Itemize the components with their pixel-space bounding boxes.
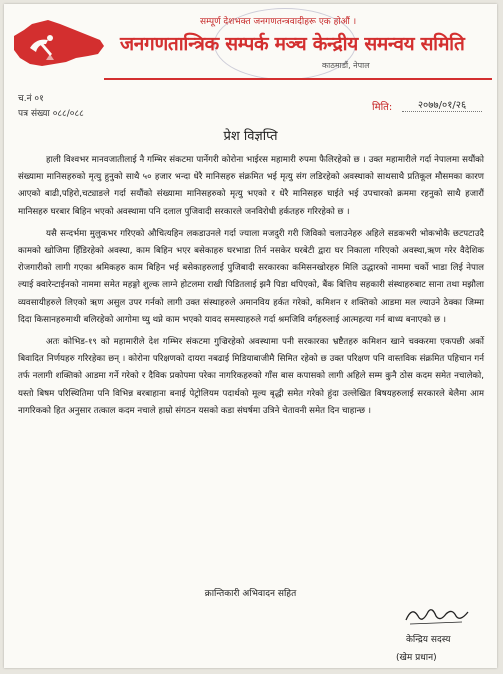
signature-icon — [402, 602, 472, 628]
date-value: २०७७/०१/२६ — [402, 97, 482, 112]
paragraph: यसै सन्दर्भमा मुलुकभर गरिएको औचित्यहिन लकडाउनले गर्दा ज्याला मजदुरी गरी जिविको चलाउनेहरु अहिले सडकभरी भोकभोकै छटपटाउदै कामको खोजिमा हिँडिरहेको अवस्था, काम बिहिन भएर बसेकाहरु घरभाडा तिर्न नसकेर घरबेटी द्वारा घर निकाला गरिएको अवस्था,ऋण गरेर वैदेशिक रोजगारीको लागी गएका श्रमिकहरु काम बिहिन भई बसेकाहरुलाई पुजिबादी सरकारका कमिसनखोरहरु मिलि उद्धारको नाममा चर्को भाडा लिई नेपाल ल्याई क्वारेन्टाईनको नाममा समेत महङ्गो शुल्क लाग्ने होटलमा राखी पिडितलाई झनै पिडा थपिएको, बैंक बित्तिय सहकारी संस्थाहरुबाट साना तथा मझौला व्यवसायीहरुले लिएको ऋण असुल उपर गर्नको लागी उक्त संस्थाहरुले अमानविय हर्कत गरेको, कमिशन र शक्तिको आडमा मल ल्याउने ठेक्का जिम्मा दिदा किसानहरुमाथी बलिरहेको आगोमा घ्यु थप्ने काम भएको यावद समस्याहरुले गर्दा श्रमजिवि वर्गहरुलाई आत्महत्या गर्न बाध्य बनाएको छ । — [18, 228, 484, 325]
reference-number: च.नं ०१ — [18, 94, 44, 104]
organization-address: काठमाडौं, नेपाल — [322, 61, 370, 70]
press-release-page — [4, 4, 497, 668]
paragraph: अतः कोभिड-१९ को महामारीले देश गम्भिर संकटमा गुज्रिरहेको अवस्थामा पनी सरकारका भ्रष्टैतहरु कमिशन खाने चक्करमा एकपछी अर्को बिवादित निर्णयहरु गरिरहेका छन् । कोरोना परिक्षणको दायरा नबढाई मिडियाबाजीमै सिमित रहेको छ उक्त परिक्षण पनि वास्तविक संक्रमित पहिचान गर्न तर्फ नलागी शक्तिको आडमा गर्ने गरेको र दैविक प्रकोपमा परेका नागरिकहरुको गाँस बास कपासको लागी अहिले सम्म कुनै ठोस कदम समेत नचालेको, यस्तो बिषम परिस्थितिमा पनि विभिन्न बरबाहाना बनाई पेट्रोलियम पदार्थको मूल्य बृद्धी समेत गरेको हुंदा उल्लेखित बिषयहरुलाई सरकारले बेलैमा आम नागरिकको हित अनुसार तत्काल कदम नचाले हाम्रो संगठन यसको कडा संघर्षमा उत्रिने चेतावनी समेत दिन चाहान्छ । — [18, 337, 484, 416]
signatory-name: (खेम प्रधान) — [396, 653, 437, 663]
letterhead — [4, 4, 497, 86]
body-text — [18, 152, 484, 425]
document-title: प्रेश विज्ञप्ति — [223, 129, 278, 144]
organization-name: जनगणतान्त्रिक सम्पर्क मञ्च केन्द्रीय समन्वय समिति — [120, 33, 465, 55]
paragraph: हाली विश्वभर मानवजातीलाई नै गम्भिर संकटमा पार्नेगरी कोरोना भाईरस महामारी रुपमा फैलिरहेको छ । उक्त महामारीले गर्दा नेपालमा सयौंको संख्यामा मानिसहरुको मृत्यु हुनुको साथै ५० हजार भन्दा धेरै मानिसहरु संक्रमित भई मृत्यु संग लडिरहेको अवस्थाको साथसाथै प्रतिकूल मौसमका कारण आएको बाढी,पहिरो,चट्याङले गर्दा सयौंको संख्यामा मानिसहरुको मृत्यु भएको र धेरै मानिसहरु घाईते भई उपचारको क्रममा रहनुको साथै हजारौं मानिसहरु घरबार बिहिन भएको अवस्थामा पनि दलाल पुजिवादी सरकारले जनविरोधी हर्कतहरु गरिरहेको छ । — [18, 155, 484, 217]
letter-number: पत्र संख्या ०८८/०८८ — [18, 109, 84, 119]
closing-salutation: क्रान्तिकारी अभिवादन सहित — [204, 589, 297, 599]
signatory-role: केन्द्रिय सदस्य — [406, 635, 451, 645]
nepal-map-logo-icon — [10, 10, 106, 78]
date-label: मिति: — [372, 102, 393, 113]
slogan: सम्पूर्ण देशभक्त जनगणतन्त्रवादीहरू एक होऔं । — [200, 17, 357, 27]
header-divider — [104, 78, 492, 80]
reference-block — [18, 92, 84, 122]
